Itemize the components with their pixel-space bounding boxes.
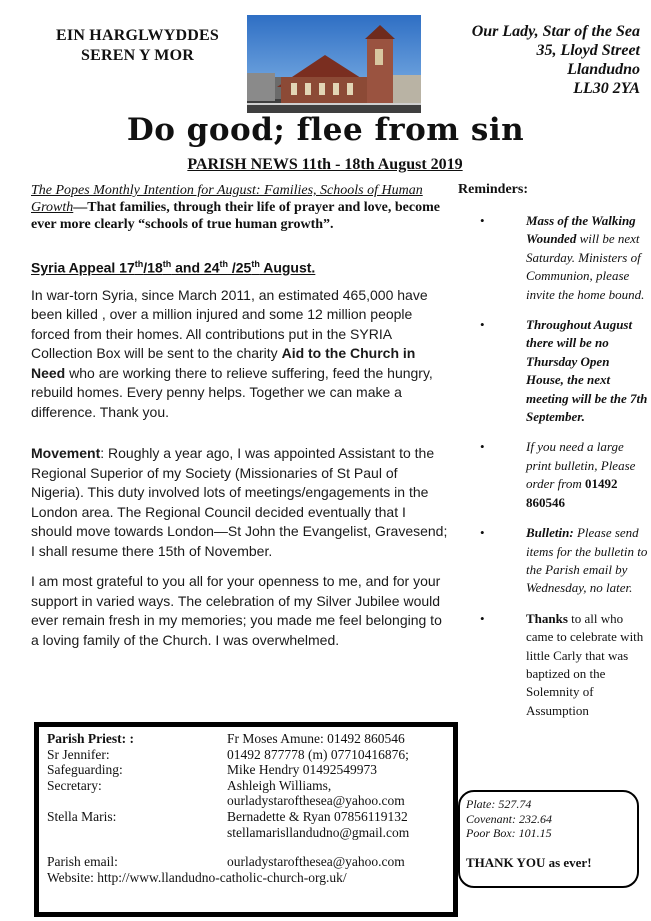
bullet-icon: • (480, 610, 485, 626)
reminder-item: • Throughout August there will be no Thursday Open House, the next meeting will be the 7th September. (480, 317, 648, 425)
contact-row-secretary (47, 778, 445, 809)
contact-box (34, 722, 458, 917)
church-address (420, 22, 640, 98)
main-column (31, 182, 451, 650)
safeguarding-value: Mike Hendry 01492549973 (227, 762, 377, 778)
poor-box-amount: Poor Box: 101.15 (466, 826, 552, 840)
popes-intention (31, 182, 451, 233)
welsh-name-line-1: EIN HARGLWYDDES (56, 27, 219, 44)
welsh-parish-name (30, 26, 245, 66)
bullet-icon: • (480, 439, 485, 455)
reminders-heading: Reminders: (458, 182, 528, 197)
church-photo (247, 15, 421, 113)
contact-row-jennifer (47, 747, 445, 763)
contact-row-stella (47, 809, 445, 840)
address-line-1: Our Lady, Star of the Sea (471, 23, 640, 40)
parish-email-label: Parish email: (47, 854, 118, 870)
secretary-email[interactable]: ourladystarofthesea@yahoo.com (227, 793, 405, 809)
reminders-list (475, 212, 650, 720)
offerings-box (458, 790, 639, 888)
parish-email-value[interactable]: ourladystarofthesea@yahoo.com (227, 854, 405, 870)
plate-amount: Plate: 527.74 (466, 797, 532, 811)
church-illustration (247, 15, 421, 113)
secretary-value: Ashleigh Williams, (227, 777, 332, 793)
motto-heading: Do good; flee from sin (126, 112, 525, 148)
movement-label: Movement (31, 445, 101, 462)
syria-appeal-title: Syria Appeal 17th/18th and 24th /25th August. (31, 259, 316, 276)
gratitude-text: I am most grateful to you all for your openness to me, and for your support in varied ways. The celebration of my Silver Jubilee would ever remain fresh in my memories; you made me feel belonging to a loving family of the Church. I was overwhelmed. (31, 573, 442, 648)
jennifer-label: Sr Jennifer: (47, 746, 110, 762)
contact-row-email (47, 854, 445, 870)
stella-email[interactable]: stellamarisllandudno@gmail.com (227, 824, 410, 840)
reminder-item: • Mass of the Walking Wounded will be next Saturday. Ministers of Communion, please invite the home bound. (480, 213, 645, 302)
bullet-icon: • (480, 525, 485, 541)
address-line-2: 35, Lloyd Street (536, 42, 640, 59)
movement-text: Movement: Roughly a year ago, I was appointed Assistant to the Regional Superior of my Society (Missionaries of St Paul of Nigeria). This duty involved lots of meetings/engagements in the London area. The Regional Council decided eventually that I should move towards London—St John the Evangelist, Gravesend; I shall resume there 15th of November. (31, 445, 448, 559)
charity-name: Aid to the Church in Need (31, 345, 416, 381)
priest-value: Fr Moses Amune: 01492 860546 (227, 731, 405, 746)
reminder-item: • Thanks to all who came to celebrate with little Carly that was baptized on the Solemnity of Assumption (480, 610, 644, 718)
address-line-3: Llandudno (567, 61, 640, 78)
address-line-4: LL30 2YA (573, 80, 640, 97)
reminder-item: • If you need a large print bulletin, Please order from 01492 860546 (480, 439, 636, 510)
parish-news-heading: PARISH NEWS 11th - 18th August 2019 (187, 156, 463, 173)
jennifer-value: 01492 877778 (m) 07710416876; (227, 746, 409, 762)
contact-row-safeguarding (47, 762, 445, 778)
thank-you-note: THANK YOU as ever! (466, 854, 592, 870)
bullet-icon: • (480, 317, 485, 333)
syria-appeal-text: In war-torn Syria, since March 2011, an estimated 465,000 have been killed , over a million injured and some 12 million people forced from their homes. All contributions put in the SYRIA Collection Box will be sent to the charity Aid to the Church in Need who are working there to relieve suffering, feed the hungry, rebuild homes. Every penny helps. Together we can make a difference. Thank you. (31, 286, 433, 420)
secretary-label: Secretary: (47, 777, 102, 793)
covenant-amount: Covenant: 232.64 (466, 811, 552, 826)
stella-value: Bernadette & Ryan 07856119132 (227, 808, 408, 824)
reminder-item: • Bulletin: Please send items for the bulletin to the Parish email by Wednesday, no later. (480, 525, 648, 596)
contact-row-priest (47, 731, 445, 747)
safeguarding-label: Safeguarding: (47, 762, 123, 778)
website-link[interactable]: Website: http://www.llandudno-catholic-church-org.uk/ (47, 869, 347, 885)
stella-label: Stella Maris: (47, 808, 117, 824)
welsh-name-line-2: SEREN Y MOR (80, 47, 195, 64)
bullet-icon: • (480, 213, 485, 228)
priest-label: Parish Priest: : (47, 731, 134, 746)
intention-title: The Popes Monthly Intention for August: Families, Schools of Human Growth (31, 183, 423, 215)
intention-text: —That families, through their life of prayer and love, become ever more clearly “schools of true human growth”. (31, 200, 440, 232)
